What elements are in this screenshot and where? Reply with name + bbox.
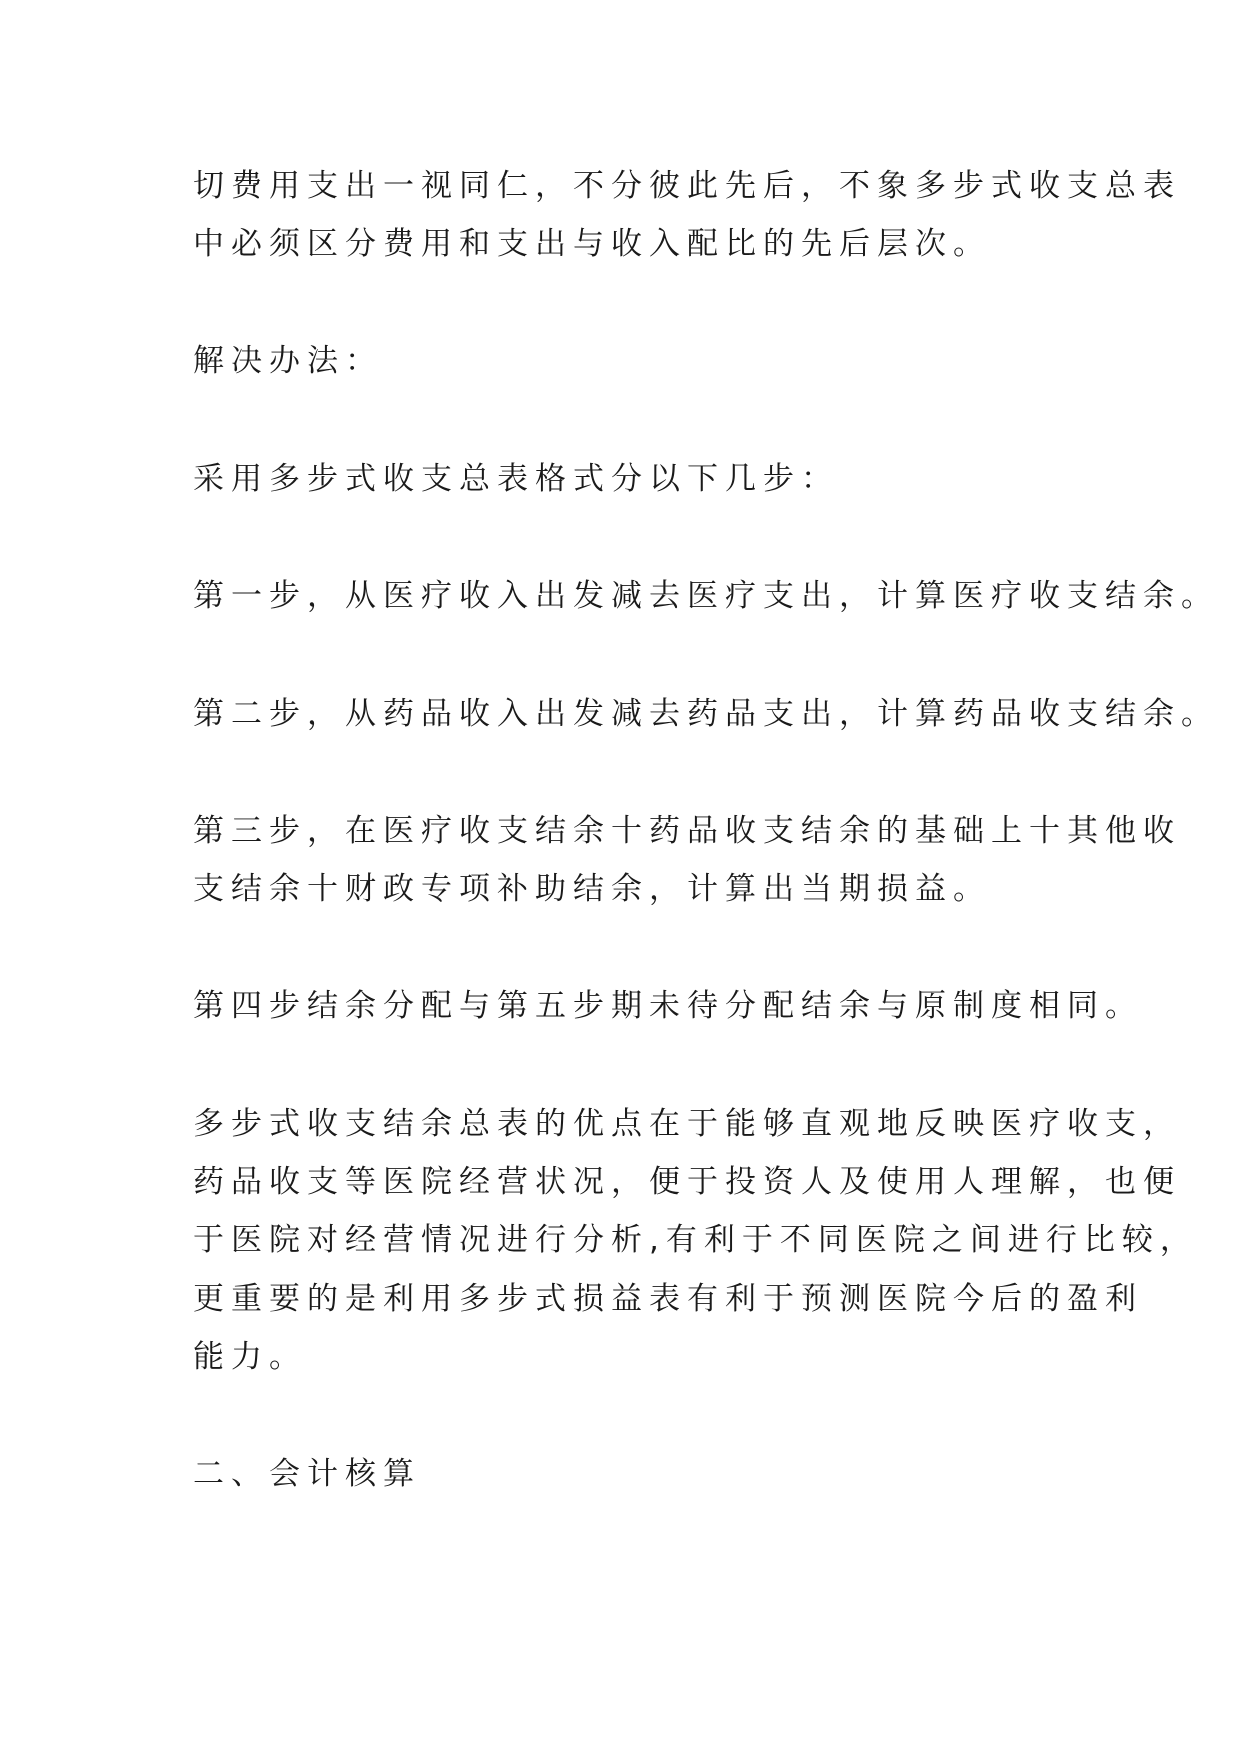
paragraph-8-line-3: 于医院对经营情况进行分析,有利于不同医院之间进行比较，	[193, 1222, 1198, 1258]
paragraph-2-line-1: 解决办法：	[193, 343, 383, 379]
paragraph-3-line-1: 采用多步式收支总表格式分以下几步：	[193, 461, 839, 497]
paragraph-8-line-4: 更重要的是利用多步式损益表有利于预测医院今后的盈利	[193, 1281, 1143, 1317]
paragraph-8-line-2: 药品收支等医院经营状况，便于投资人及使用人理解，也便	[193, 1164, 1181, 1200]
paragraph-4-line-1: 第一步，从医疗收入出发减去医疗支出，计算医疗收支结余。	[193, 578, 1219, 614]
paragraph-1-line-2: 中必须区分费用和支出与收入配比的先后层次。	[193, 226, 991, 262]
paragraph-5-line-1: 第二步，从药品收入出发减去药品支出，计算药品收支结余。	[193, 696, 1219, 732]
paragraph-6-line-1: 第三步，在医疗收支结余十药品收支结余的基础上十其他收	[193, 813, 1181, 849]
paragraph-8-line-1: 多步式收支结余总表的优点在于能够直观地反映医疗收支，	[193, 1106, 1181, 1142]
paragraph-6-line-2: 支结余十财政专项补助结余，计算出当期损益。	[193, 871, 991, 907]
paragraph-1-line-1: 切费用支出一视同仁，不分彼此先后，不象多步式收支总表	[193, 168, 1181, 204]
section-heading: 二、会计核算	[193, 1456, 421, 1492]
paragraph-7-line-1: 第四步结余分配与第五步期未待分配结余与原制度相同。	[193, 988, 1143, 1024]
paragraph-8-line-5: 能力。	[193, 1339, 307, 1375]
